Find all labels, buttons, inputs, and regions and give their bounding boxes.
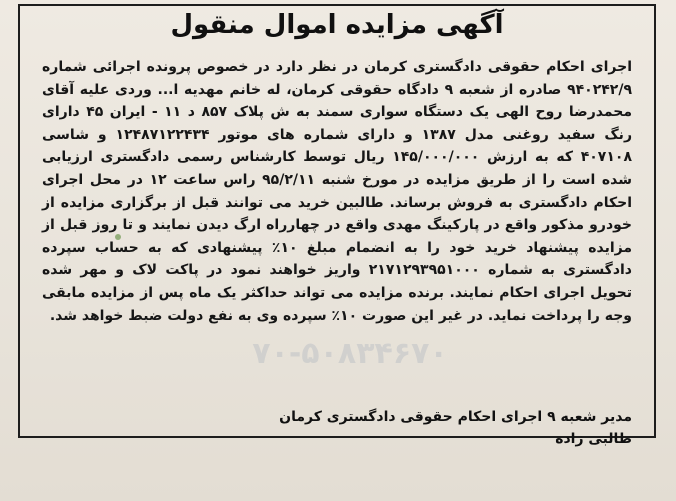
notice-title: آگهی مزایده اموال منقول [170,10,504,40]
notice-body: اجرای احکام حقوقی دادگستری کرمان در نظر دارد در خصوص پرونده اجرائی شماره ۹۴۰۲۴۲/۹ صادره از شعبه ۹ دادگاه حقوقی کرمان، له خانم مهدیه ا... وردی علیه آقای محمدرضا روح الهی یک دستگاه سواری سمند به ش پلاک ۸۵۷ د ۱۱ - ایران ۴۵ دارای رنگ سفید روغنی مدل ۱۳۸۷ و دارای شماره های موتور ۱۲۴۸۷۱۲۲۴۳۴ و شاسی ۴۰۷۱۰۸ که به ارزش ۱۴۵/۰۰۰/۰۰۰ ریال توسط کارشناس رسمی دادگستری ارزیابی شده است را از طریق مزایده در مورخ شنبه ۹۵/۲/۱۱ راس ساعت ۱۲ در محل اجرای احکام دادگستری به فروش برساند. طالبین خرید می توانند قبل از برگزاری مزایده از خودرو مذکور واقع در پارکینگ مهدی واقع در چهارراه ارگ دیدن نمایند و تا روز قبل از مزایده پیشنهاد خرید خود را به انضمام مبلغ ۱۰٪ پیشنهادی که به حساب سپرده دادگستری به شماره ۲۱۷۱۲۹۳۹۵۱۰۰۰ واریز خواهند نمود در پاکت لاک و مهر شده تحویل اجرای احکام نمایند. برنده مزایده می تواند حداکثر یک ماه پس از مزایده مابقی وجه را پرداخت نماید. در غیر این صورت ۱۰٪ سپرده وی به نفع دولت ضبط خواهد شد. [42,59,633,324]
ink-spot [115,234,121,240]
signature-name: طالبی زاده [555,431,632,447]
watermark-stamp: ۷۰-۵۰۸۳۴۶۷۰ [252,336,448,371]
notice-frame [18,4,656,447]
signature-title: مدیر شعبه ۹ اجرای احکام حقوقی دادگستری کرمان [279,409,632,425]
notice-signature [279,406,632,450]
